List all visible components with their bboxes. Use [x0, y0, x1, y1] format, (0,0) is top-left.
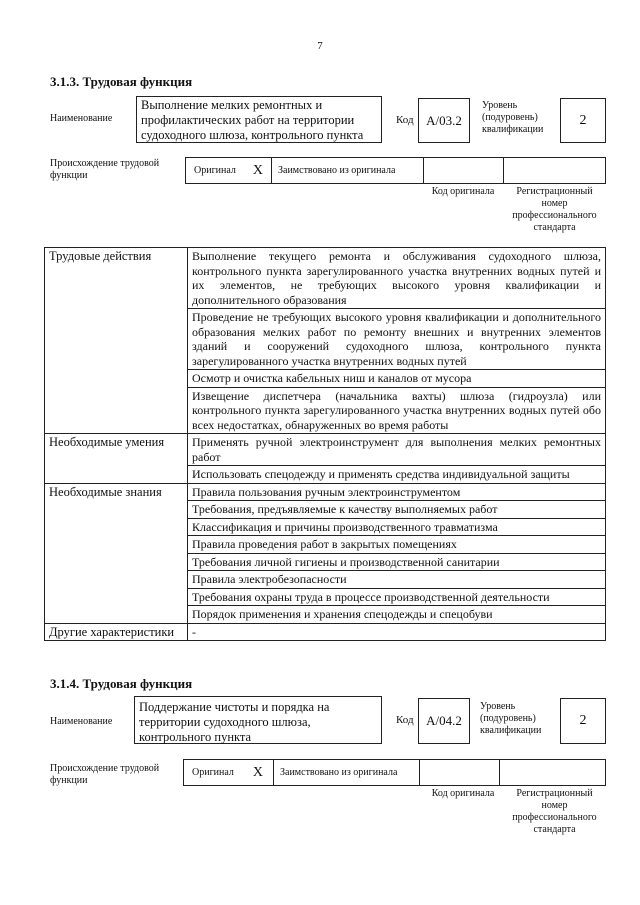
borrowed-label: Заимствовано из оригинала: [278, 164, 396, 176]
original-mark: Х: [252, 162, 263, 178]
original-cell: [184, 760, 274, 785]
borrowed-cell: [272, 158, 424, 183]
required-skills-label: Необходимые умения: [45, 434, 188, 484]
knowledge-item: Требования охраны труда в процессе производственной деятельности: [188, 588, 606, 606]
name-label: Наименование: [50, 113, 113, 124]
skill-item: Использовать спецодежду и применять средства индивидуальной защиты: [188, 466, 606, 484]
page-number: 7: [317, 40, 323, 52]
origin-code-cell: [420, 760, 500, 785]
other-characteristics-label: Другие характеристики: [45, 623, 188, 641]
level-value-box: 2: [560, 698, 606, 744]
function-name-box: Выполнение мелких ремонтных и профилактических работ на территории судоходного шлюза, контрольного пункта: [136, 96, 382, 143]
code-value-box: А/04.2: [418, 698, 470, 744]
knowledge-item: Требования личной гигиены и производственной санитарии: [188, 553, 606, 571]
original-mark: Х: [252, 764, 263, 780]
borrowed-label: Заимствовано из оригинала: [280, 766, 398, 778]
labor-action-item: Осмотр и очистка кабельных ниш и каналов от мусора: [188, 370, 606, 388]
knowledge-item: Правила пользования ручным электроинструментом: [188, 483, 606, 501]
function-name-box: Поддержание чистоты и порядка на территории судоходного шлюза, контрольного пункта: [134, 696, 382, 744]
section-title-314: 3.1.4. Трудовая функция: [50, 676, 193, 691]
code-label: Код: [396, 114, 414, 126]
code-label: Код: [396, 714, 414, 726]
labor-action-item: Извещение диспетчера (начальника вахты) шлюза (гидроузла) или контрольного пункта зарегулированного участка внутренних водных путей обо всех недостатках, обнаруженных во время работы: [188, 387, 606, 434]
level-label: Уровень (подуровень) квалификации: [480, 701, 542, 736]
code-value-box: А/03.2: [418, 98, 470, 143]
reg-number-cell: [504, 158, 605, 183]
section-title-313: 3.1.3. Трудовая функция: [50, 74, 193, 89]
name-label: Наименование: [50, 716, 113, 727]
original-cell: [186, 158, 272, 183]
table-row: [45, 623, 606, 641]
origin-label: Происхождение трудовой функции: [50, 158, 160, 181]
table-row: [45, 248, 606, 309]
origin-code-label: Код оригинала: [431, 186, 495, 197]
knowledge-item: Требования, предъявляемые к качеству выполняемых работ: [188, 501, 606, 519]
reg-number-label: Регистрационный номер профессионального стандарта: [512, 186, 597, 233]
origin-row: [185, 157, 606, 184]
reg-number-label: Регистрационный номер профессионального стандарта: [512, 788, 597, 835]
knowledge-item: Правила проведения работ в закрытых помещениях: [188, 536, 606, 554]
reg-number-cell: [500, 760, 605, 785]
knowledge-item: Порядок применения и хранения спецодежды и спецобуви: [188, 606, 606, 624]
original-label: Оригинал: [192, 766, 234, 778]
labor-actions-label: Трудовые действия: [45, 248, 188, 434]
origin-label: Происхождение трудовой функции: [50, 763, 160, 786]
level-label: Уровень (подуровень) квалификации: [482, 100, 544, 135]
function-details-table: [44, 247, 606, 641]
required-knowledge-label: Необходимые знания: [45, 483, 188, 623]
other-characteristics-value: -: [188, 623, 606, 641]
origin-row: [183, 759, 606, 786]
table-row: [45, 483, 606, 501]
origin-code-label: Код оригинала: [431, 788, 495, 799]
knowledge-item: Классификация и причины производственного травматизма: [188, 518, 606, 536]
origin-code-cell: [424, 158, 504, 183]
skill-item: Применять ручной электроинструмент для выполнения мелких ремонтных работ: [188, 434, 606, 466]
level-value-box: 2: [560, 98, 606, 143]
knowledge-item: Правила электробезопасности: [188, 571, 606, 589]
table-row: [45, 434, 606, 466]
labor-action-item: Выполнение текущего ремонта и обслуживания судоходного шлюза, контрольного пункта зарегулированного участка внутренних водных путей и их элементов, не требующих высокого уровня квалификации и дополнительного образования: [188, 248, 606, 309]
borrowed-cell: [274, 760, 420, 785]
original-label: Оригинал: [194, 164, 236, 176]
labor-action-item: Проведение не требующих высокого уровня квалификации и дополнительного образования мелких работ по ремонту внешних и внутренних элементов зданий и сооружений судоходного шлюза, контрольного пункта зарегулированного участка внутренних водных путей: [188, 309, 606, 370]
